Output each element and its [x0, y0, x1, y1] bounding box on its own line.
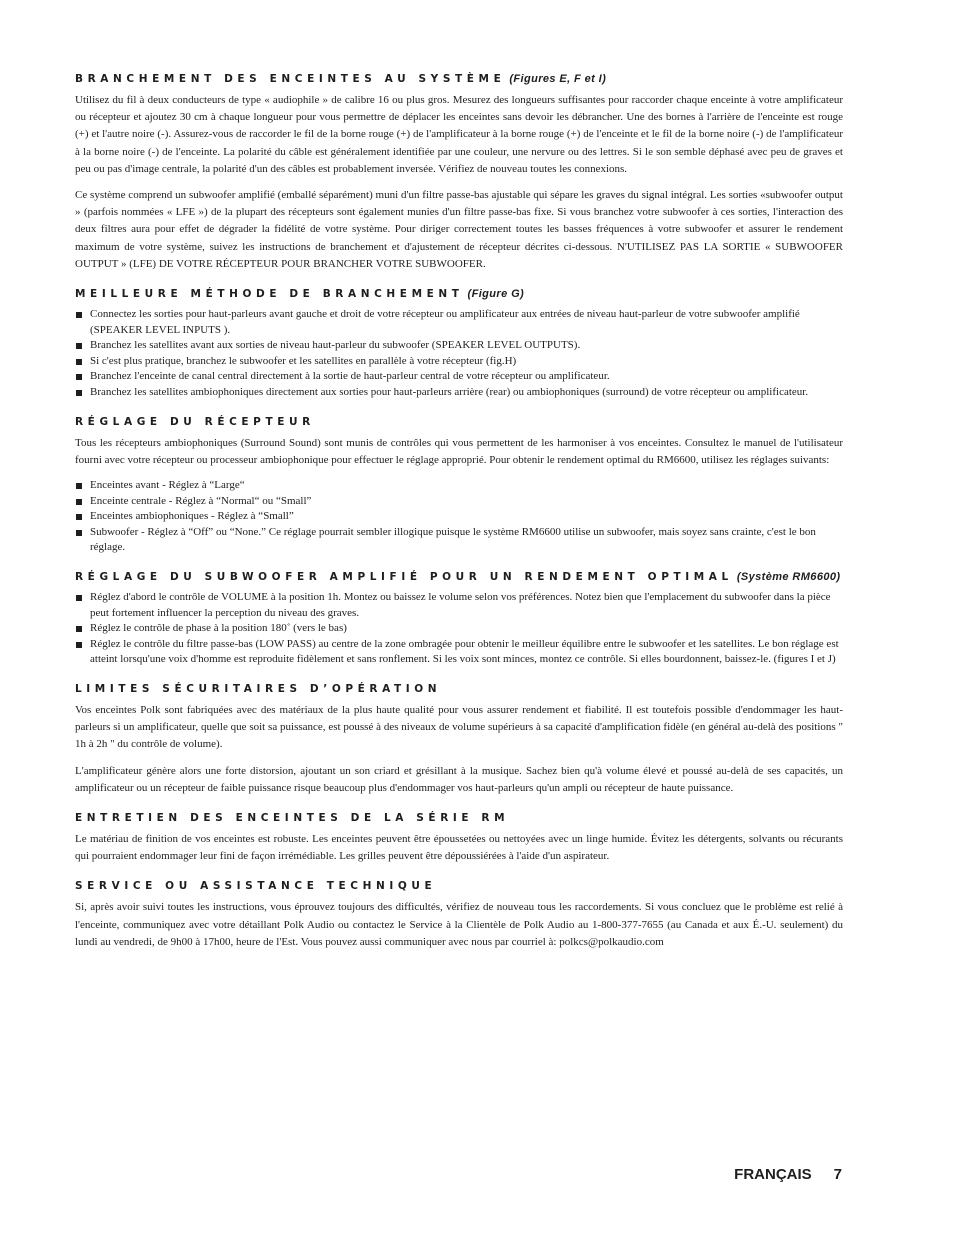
list-item: Enceintes avant - Réglez à “Large“ — [75, 478, 843, 494]
section-reglage-subwoofer — [75, 568, 843, 668]
section-meilleure-methode — [75, 285, 843, 401]
list-item: Branchez l'enceinte de canal central directement à la sortie de haut-parleur central de votre récepteur ou amplificateur. — [75, 369, 843, 385]
paragraph: L'amplificateur génère alors une forte distorsion, ajoutant un son criard et grésillant à la musique. Sachez bien qu'à volume élevé et poussé au-delà de ses capacités, un amplificateur ou un récepteur de faible puissance risque beaucoup plus d'endommager vos haut-parleurs qu'un ampli ou récepteur de haute puissance. — [75, 764, 843, 794]
list-item: Branchez les satellites ambiophoniques directement aux sorties pour haut-parleurs arrière (rear) ou ambiophoniques (surround) de votre récepteur ou amplificateur. — [75, 385, 843, 401]
section-heading: MEILLEURE MÉTHODE DE BRANCHEMENT (Figure G) — [75, 288, 525, 301]
list-item: Branchez les satellites avant aux sorties de niveau haut-parleur du subwoofer (SPEAKER LEVEL OUTPUTS). — [75, 338, 843, 354]
section-heading: RÉGLAGE DU SUBWOOFER AMPLIFIÉ POUR UN RENDEMENT OPTIMAL (Système RM6600) — [75, 570, 841, 583]
list-item: Enceinte centrale - Réglez à “Normal“ ou “Small” — [75, 494, 843, 510]
paragraph: Si, après avoir suivi toutes les instructions, vous éprouvez toujours des difficultés, vérifiez de nouveau tous les raccordements. Si vous concluez que le problème est relié à l'enceinte, communiquez avec votre détaillant Polk Audio ou contactez le Service à la Clientèle de Polk Audio au 1-800-377-7655 (au Canada et aux É.-U. seulement) du lundi au vendredi, de 9h00 à 17h00, heure de l'Est. Vous pouvez aussi communiquer avec nous par courriel à: polkcs@polkaudio.com — [75, 901, 843, 948]
section-heading: SERVICE OU ASSISTANCE TECHNIQUE — [75, 880, 437, 893]
list-item: Subwoofer - Réglez à “Off” ou “None.” Ce réglage pourrait sembler illogique puisque le système RM6600 utilise un subwoofer, mais soyez sans crainte, c'est le bon réglage. — [75, 525, 843, 556]
list-item: Réglez le contrôle du filtre passe-bas (LOW PASS) au centre de la zone ombragée pour obtenir le meilleur équilibre entre le subwoofer et les satellites. Le bon réglage est atteint lorsqu'une voix d'homme est reproduite fidèlement et sans ronflement. Si les voix sont minces, montez ce contrôle. Si elles bourdonnent, baissez-le. (figures I et J) — [75, 637, 843, 668]
paragraph: Le matériau de finition de vos enceintes est robuste. Les enceintes peuvent être époussetées ou nettoyées avec un linge humide. Évitez les détergents, solvants ou récurants qui pourraient endommager leur fini de façon irrémédiable. Les grilles peuvent être dépoussiérées à l'aide d'un aspirateur. — [75, 832, 843, 863]
bullet-list — [75, 478, 843, 556]
footer-language: FRANÇAIS — [734, 1166, 812, 1183]
section-heading: BRANCHEMENT DES ENCEINTES AU SYSTÈME (Figures E, F et I) — [75, 73, 607, 85]
list-item: Réglez le contrôle de phase à la position 180˚ (vers le bas) — [75, 621, 843, 637]
section-heading: LIMITES SÉCURITAIRES D’OPÉRATION — [75, 682, 442, 695]
section-heading: ENTRETIEN DES ENCEINTES DE LA SÉRIE RM — [75, 811, 510, 824]
list-item: Enceintes ambiophoniques - Réglez à “Small” — [75, 509, 843, 525]
section-limites — [75, 680, 843, 797]
page-footer — [734, 1166, 842, 1183]
list-item: Connectez les sorties pour haut-parleurs avant gauche et droit de votre récepteur ou amplificateur aux entrées de niveau haut-parleur de votre subwoofer amplifié (SPEAKER LEVEL INPUTS ). — [75, 307, 843, 338]
section-reglage-recepteur — [75, 413, 843, 556]
section-branchement — [75, 70, 843, 273]
list-item: Si c'est plus pratique, branchez le subwoofer et les satellites en parallèle à votre récepteur (fig.H) — [75, 354, 843, 370]
bullet-list — [75, 590, 843, 668]
page-number: 7 — [833, 1166, 842, 1183]
paragraph: Vos enceintes Polk sont fabriquées avec des matériaux de la plus haute qualité pour vous assurer rendement et fiabilité. Il est toutefois possible d'endommager les haut-parleurs si un amplificateur, quelle que soit sa puissance, est poussé à des niveaux de volume supérieurs à sa capacité d'amplification fidèle (en général au-delà des positions " 1h à 2h " du contrôle de volume). — [75, 703, 843, 751]
paragraph: Tous les récepteurs ambiophoniques (Surround Sound) sont munis de contrôles qui vous permettent de les harmoniser à vos enceintes. Consultez le manuel de l'utilisateur fourni avec votre récepteur ou processeur ambiophonique pour effectuer le réglage approprié. Pour obtenir le rendement optimal du RM6600, utilisez les réglages suivants: — [75, 436, 843, 466]
paragraph: Ce système comprend un subwoofer amplifié (emballé séparément) muni d'un filtre passe-bas ajustable qui sépare les graves du signal intégral. Les sorties «subwoofer output » (parfois nommées « LFE ») de la plupart des récepteurs sont également munies d'un filtre passe-bas fixe. Si vous branchez votre subwoofer à ces sorties, l'interaction des deux filtres aura pour effet de dégrader la fidélité de votre système. Pour diriger correctement toutes les basses fréquences à votre subwoofer et assurer le rendement maximum de votre système, suivez les instructions de branchement et d'ajustement de récepteur décrites ci-dessous. N'UTILISEZ PAS LA SORTIE « SUBWOOFER OUTPUT » (LFE) DE VOTRE RÉCEPTEUR POUR BRANCHER VOTRE SUBWOOFER. — [75, 189, 843, 270]
list-item: Réglez d'abord le contrôle de VOLUME à la position 1h. Montez ou baissez le volume selon vos préférences. Notez bien que l'emplacement du subwoofer dans la pièce peut fortement influencer la perception du niveau des graves. — [75, 590, 843, 621]
section-entretien — [75, 809, 843, 865]
section-heading: RÉGLAGE DU RÉCEPTEUR — [75, 415, 315, 428]
bullet-list — [75, 307, 843, 401]
section-service — [75, 877, 843, 951]
document-body — [75, 70, 843, 963]
paragraph: Utilisez du fil à deux conducteurs de type « audiophile » de calibre 16 ou plus gros. Mesurez des longueurs suffisantes pour raccorder chaque enceinte à votre amplificateur ou récepteur et ajoutez 30 cm à chaque longueur pour vous permettre de déplacer les enceintes sans devoir les débrancher. Une des bornes à l'arrière de l'enceinte est rouge (+) et l'autre noire (-). Assurez-vous de raccorder le fil de la borne rouge (+) de l'amplificateur à la borne rouge (+) de l'enceinte et le fil de la borne noire (-) de l'amplificateur à la borne noire (-) de l'enceinte. La polarité du câble est généralement identifiée par une couleur, une nervure ou des lettres. Si le son semble déphasé avec peu de graves et peu ou pas d'image centrale, la polarité d'un des câbles est probablement inversée. Vérifiez de nouveau toutes les connexions. — [75, 94, 843, 175]
